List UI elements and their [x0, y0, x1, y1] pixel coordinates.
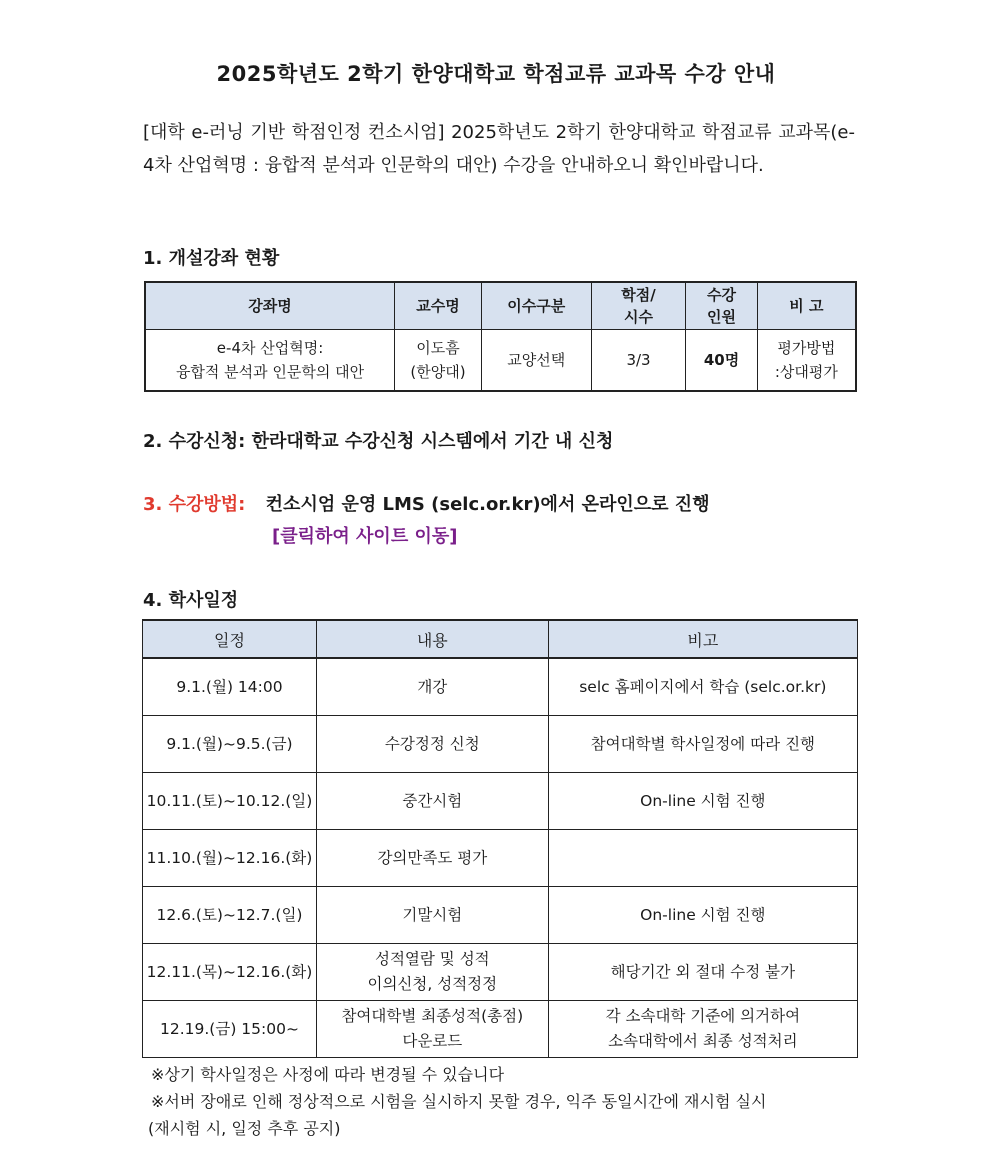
site-link-text[interactable]: [클릭하여 사이트 이동] — [272, 526, 458, 547]
credits-cell: 3/3 — [591, 330, 686, 392]
header-professor: 교수명 — [395, 282, 482, 330]
header-course-name: 강좌명 — [145, 282, 395, 330]
category-cell: 교양선택 — [481, 330, 591, 392]
course-name-cell: e-4차 산업혁명: 융합적 분석과 인문학의 대안 — [145, 330, 395, 392]
header-credits: 학점/ 시수 — [591, 282, 686, 330]
schedule-date: 11.10.(월)~12.16.(화) — [143, 830, 317, 887]
professor-cell: 이도흠 (한양대) — [395, 330, 482, 392]
footnotes — [148, 1061, 863, 1142]
intro-paragraph: [대학 e-러닝 기반 학점인정 컨소시엄] 2025학년도 2학기 한양대학교 학점교류 교과목(e-4차 산업혁명 : 융합적 분석과 인문학의 대안) 수강을 안내하오니 확인바랍니다. — [143, 122, 855, 176]
section4-heading: 4. 학사일정 — [143, 590, 239, 611]
schedule-content: 참여대학별 최종성적(총점) 다운로드 — [316, 1001, 548, 1058]
schedule-date: 10.11.(토)~10.12.(일) — [143, 773, 317, 830]
footnote: ※서버 장애로 인해 정상적으로 시험을 실시하지 못할 경우, 익주 동일시간에 재시험 실시 — [151, 1092, 767, 1111]
footnote: (재시험 시, 일정 추후 공지) — [148, 1119, 341, 1138]
schedule-header — [143, 620, 858, 658]
section2-heading: 2. 수강신청: 한라대학교 수강신청 시스템에서 기간 내 신청 — [143, 431, 614, 452]
header-content: 내용 — [316, 620, 548, 658]
course-row — [145, 330, 856, 392]
remarks-cell: 평가방법 :상대평가 — [757, 330, 856, 392]
schedule-date: 12.11.(목)~12.16.(화) — [143, 944, 317, 1001]
schedule-content: 중간시험 — [316, 773, 548, 830]
section3-text: 컨소시엄 운영 LMS (selc.or.kr)에서 온라인으로 진행 — [265, 494, 710, 515]
schedule-row — [143, 944, 858, 1001]
schedule-row — [143, 887, 858, 944]
schedule-note: 참여대학별 학사일정에 따라 진행 — [548, 716, 857, 773]
schedule-content: 성적열람 및 성적 이의신청, 성적정정 — [316, 944, 548, 1001]
header-note: 비고 — [548, 620, 857, 658]
header-capacity: 수강 인원 — [686, 282, 757, 330]
schedule-date: 9.1.(월)~9.5.(금) — [143, 716, 317, 773]
schedule-content: 개강 — [316, 658, 548, 716]
site-link[interactable] — [272, 522, 457, 548]
section3-heading — [143, 490, 710, 516]
schedule-note: selc 홈페이지에서 학습 (selc.or.kr) — [548, 658, 857, 716]
schedule-content: 기말시험 — [316, 887, 548, 944]
section3-label: 3. 수강방법: — [143, 494, 246, 515]
capacity-cell: 40명 — [686, 330, 757, 392]
schedule-note — [548, 830, 857, 887]
schedule-table — [142, 619, 858, 1058]
schedule-date: 9.1.(월) 14:00 — [143, 658, 317, 716]
schedule-note: On-line 시험 진행 — [548, 887, 857, 944]
course-table-header — [145, 282, 856, 330]
schedule-content: 수강정정 신청 — [316, 716, 548, 773]
schedule-note: 각 소속대학 기준에 의거하여 소속대학에서 최종 성적처리 — [548, 1001, 857, 1058]
footnote: ※상기 학사일정은 사정에 따라 변경될 수 있습니다 — [151, 1065, 505, 1084]
schedule-row — [143, 830, 858, 887]
schedule-row — [143, 1001, 858, 1058]
schedule-date: 12.19.(금) 15:00~ — [143, 1001, 317, 1058]
section1-heading: 1. 개설강좌 현황 — [143, 248, 280, 269]
schedule-content: 강의만족도 평가 — [316, 830, 548, 887]
page-title: 2025학년도 2학기 한양대학교 학점교류 교과목 수강 안내 — [216, 62, 776, 86]
header-category: 이수구분 — [481, 282, 591, 330]
header-date: 일정 — [143, 620, 317, 658]
schedule-row — [143, 773, 858, 830]
schedule-note: On-line 시험 진행 — [548, 773, 857, 830]
course-table — [144, 281, 857, 392]
schedule-row — [143, 658, 858, 716]
schedule-row — [143, 716, 858, 773]
schedule-note: 해당기간 외 절대 수정 불가 — [548, 944, 857, 1001]
header-remarks: 비 고 — [757, 282, 856, 330]
schedule-date: 12.6.(토)~12.7.(일) — [143, 887, 317, 944]
